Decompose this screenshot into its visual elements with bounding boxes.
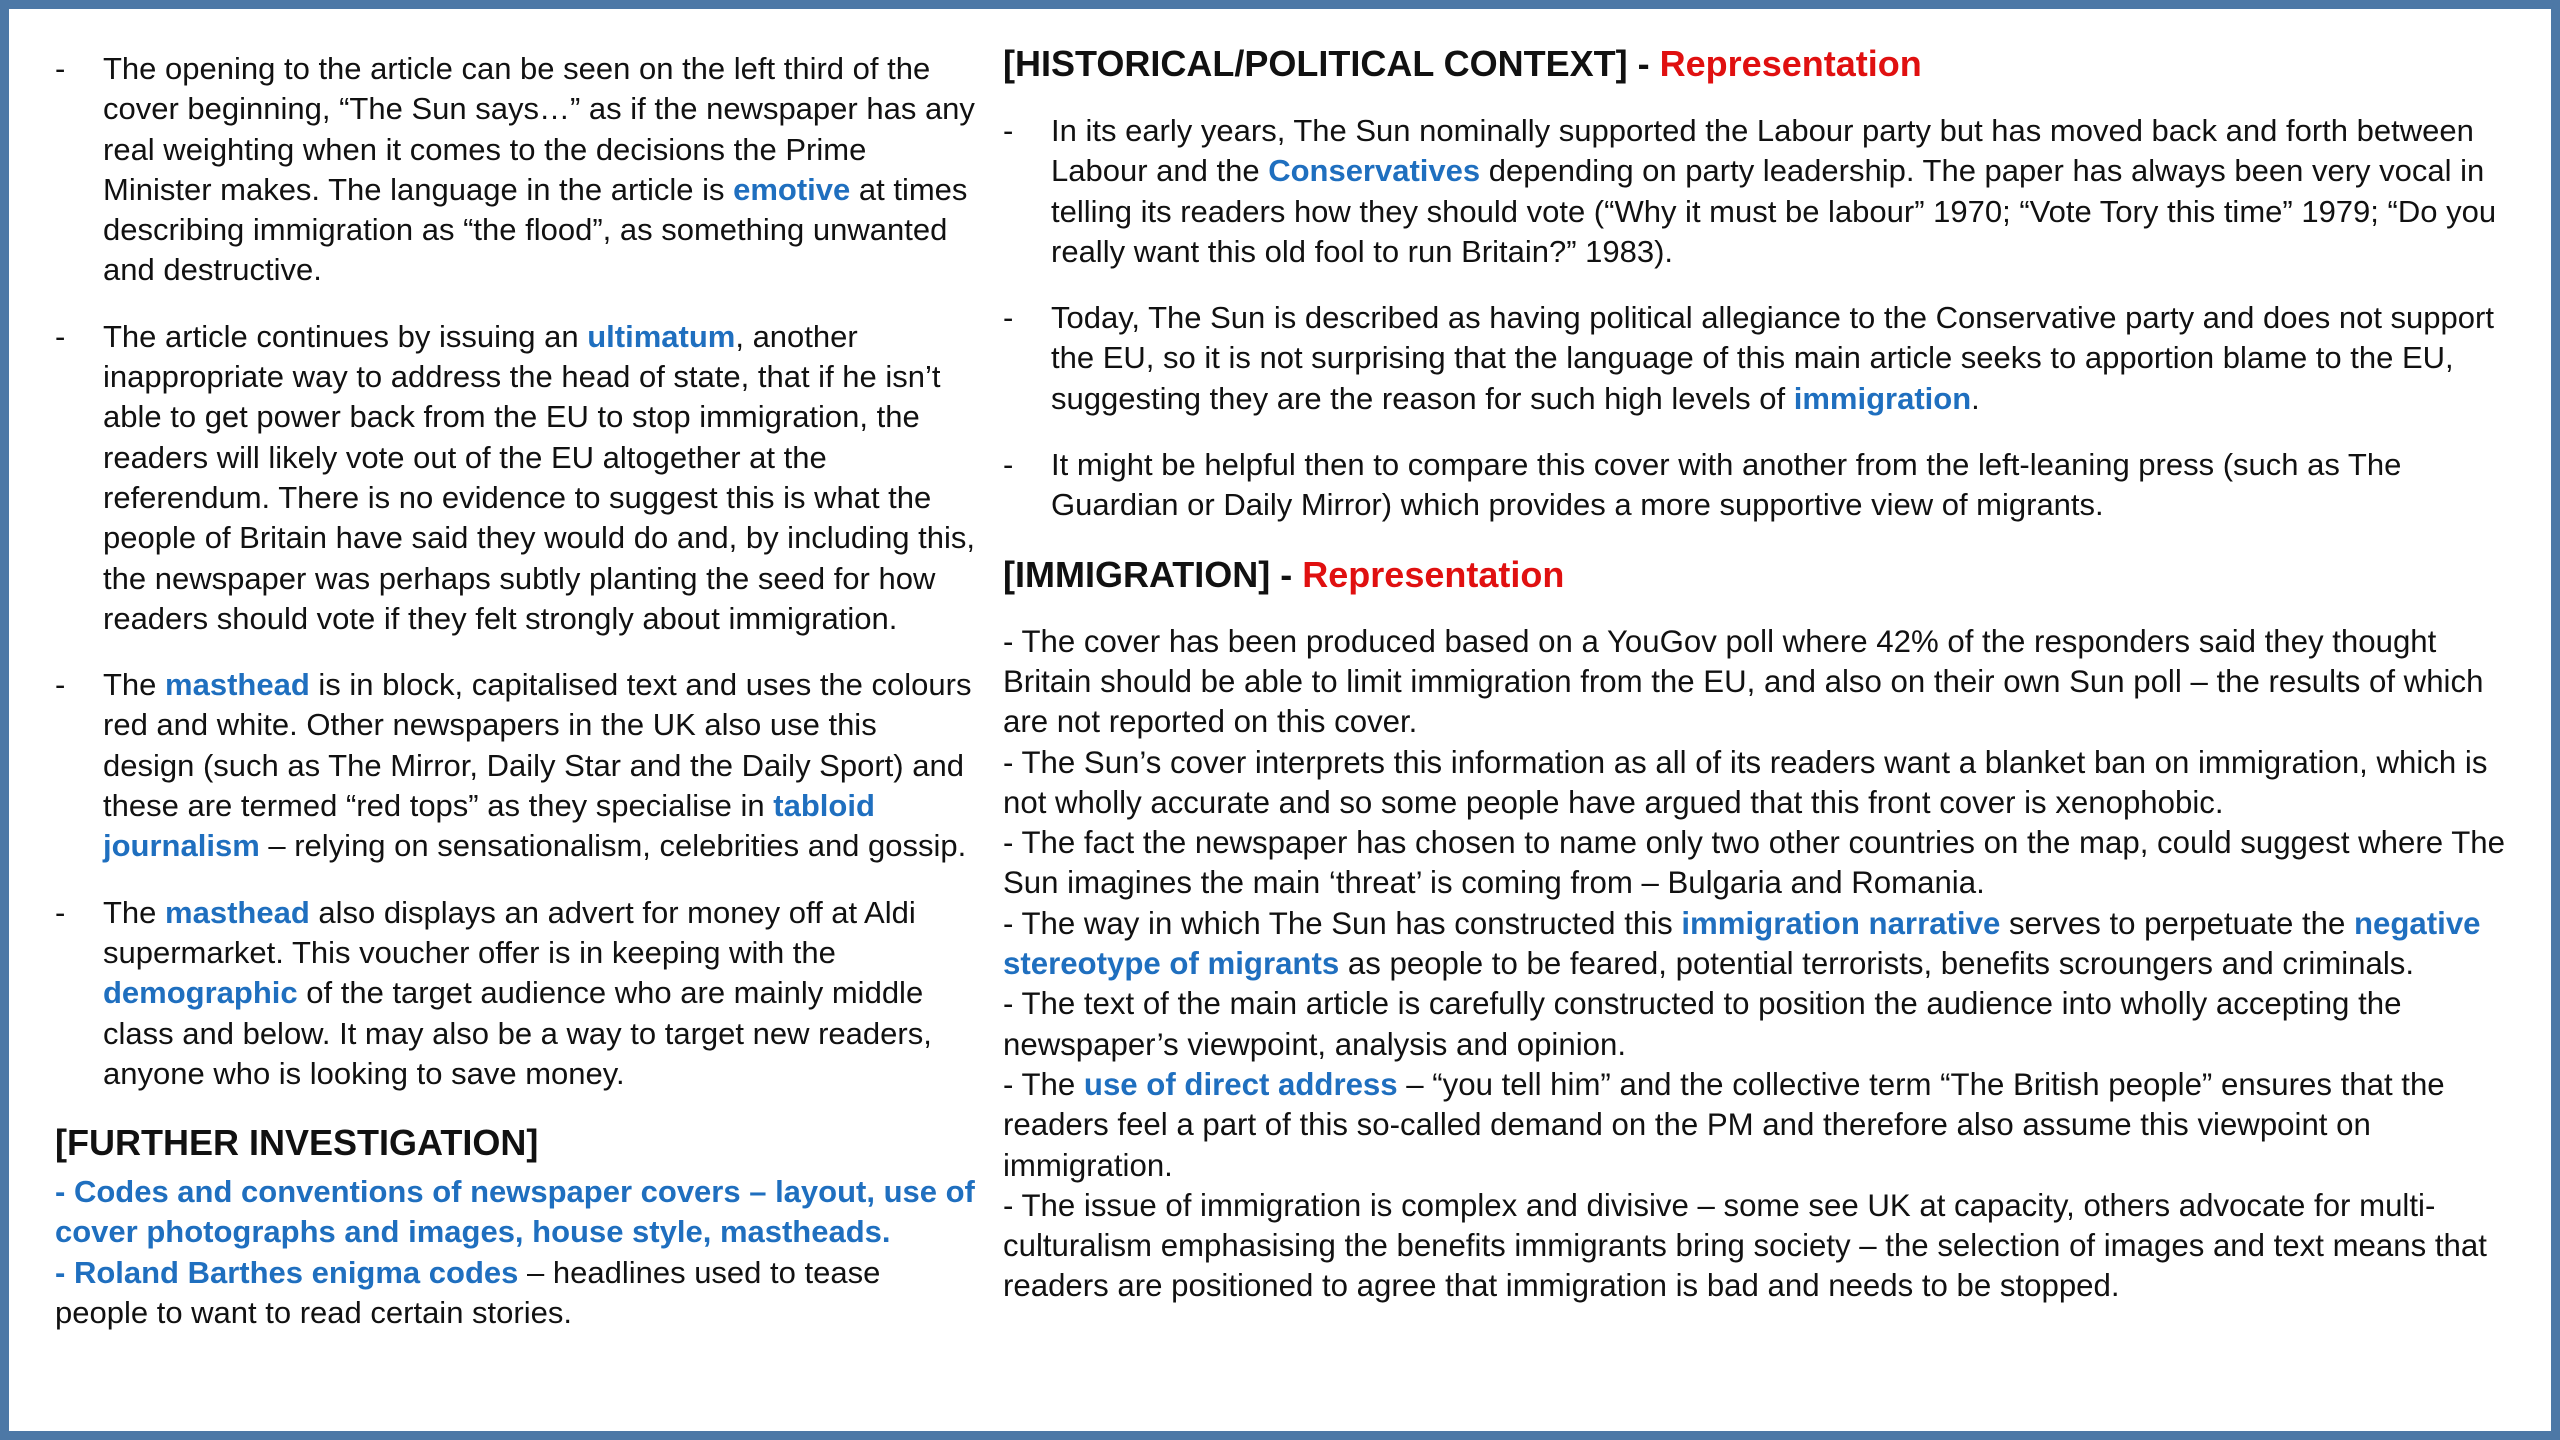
right-column xyxy=(1003,43,2519,1307)
text: – headlines used to tease people to want to read certain stories. xyxy=(55,1254,881,1331)
text: serves to perpetuate the xyxy=(2000,905,2354,941)
heading-text: [IMMIGRATION] xyxy=(1003,553,1271,595)
keyword-ultimatum: ultimatum xyxy=(587,318,736,354)
text: The opening to the article can be seen on the left third of the cover beginning, “The Sun says…” as if the newspaper has any real weighting when it comes to the decisions the Prime Minister makes. The language in the article is xyxy=(103,51,975,207)
bullet-dash: - xyxy=(1003,113,1014,148)
text: The xyxy=(103,894,166,930)
text: of the target audience who are mainly middle class and below. It may also be a way to target new readers, anyone who is looking to save money. xyxy=(103,975,932,1091)
text: In its early years, The Sun nominally supported the Labour party but has moved back and forth between Labour and the xyxy=(1051,113,2474,189)
text: is in block, capitalised text and uses the colours red and white. Other newspapers in the UK also use this design (such as The Mirror, Daily Star and the Daily Sport) and these are termed “red tops” as they specialise in xyxy=(103,667,972,824)
bullet-dash: - xyxy=(1003,300,1014,336)
left-bullet-advert xyxy=(55,893,975,1094)
keyword-direct-address: use of direct address xyxy=(1083,1066,1398,1102)
heading-separator: - xyxy=(1270,553,1303,595)
text: depending on party leadership. The paper has always been very vocal in telling its readers how they should vote (“Why it must be labour” 1970; “Vote Tory this time” 1979; “Do you really want this old fool to run Britain?” 1983). xyxy=(1051,153,2497,269)
left-bullet-ultimatum xyxy=(55,317,975,639)
text: – “you tell him” and the collective term “The British people” ensures that the readers feel a part of this so-called demand on the PM and therefore also assume this viewpoint on immigration. xyxy=(1003,1066,2445,1183)
text: The xyxy=(103,667,166,703)
text: as people to be feared, potential terrorists, benefits scroungers and criminals. xyxy=(1339,946,2415,982)
text: - The xyxy=(1003,1066,1084,1102)
immigration-para-main-article: - The text of the main article is carefully constructed to position the audience into wholly accepting the newspaper’s viewpoint, analysis and opinion. xyxy=(1003,986,2402,1062)
text: - xyxy=(55,1254,74,1290)
text: Today, The Sun is described as having political allegiance to the Conservative party and does not support the EU, so it is not surprising that the language of this main article seeks to apportion blame to the EU, suggesting they are the reason for such high levels of xyxy=(1051,300,2494,416)
text: The article continues by issuing an xyxy=(103,318,588,354)
left-bullet-opening xyxy=(55,49,975,291)
text: It might be helpful then to compare this cover with another from the left-leaning press (such as The Guardian or Daily Mirror) which provides a more supportive view of migrants. xyxy=(1051,447,2402,523)
bullet-dash: - xyxy=(1003,447,1014,483)
immigration-para-complex: - The issue of immigration is complex and divisive – some see UK at capacity, others advocate for multi-culturalism emphasising the benefits immigrants bring society – the selection of images and text means that readers are positioned to agree that immigration is bad and needs to be stopped. xyxy=(1003,1187,2487,1304)
immigration-para-direct-address xyxy=(1003,1065,2519,1186)
text: . xyxy=(1971,380,1980,416)
text: - xyxy=(55,1174,74,1210)
immigration-para-yougov: - The cover has been produced based on a YouGov poll where 42% of the responders said they thought Britain should be able to limit immigration from the EU, and also on their own Sun poll – the results of which are not reported on this cover. xyxy=(1003,623,2484,740)
bullet-dash: - xyxy=(55,667,66,703)
text: - The way in which The Sun has constructed this xyxy=(1003,905,1682,941)
bullet-dash: - xyxy=(55,894,66,930)
keyword-masthead: masthead xyxy=(165,894,310,930)
further-item-codes xyxy=(55,1172,975,1253)
bullet-dash: - xyxy=(55,51,66,86)
historical-context-heading xyxy=(1003,41,2519,87)
right-bullet-early-years xyxy=(1003,111,2519,272)
left-column xyxy=(55,49,975,1333)
keyword-conservatives: Conservatives xyxy=(1268,153,1481,189)
keyword-negative-stereotype: negative stereotype of migrants xyxy=(1003,905,2481,982)
text: at times describing immigration as “the flood”, as something unwanted and destructive. xyxy=(103,171,968,288)
text: , another inappropriate way to address the head of state, that if he isn’t able to get power back from the EU to stop immigration, the readers will likely vote out of the EU altogether at the referendum. There is no evidence to suggest this is what the people of Britain have said they would do and, by including this, the newspaper was perhaps subtly planting the seed for how readers should vote if they felt strongly about immigration. xyxy=(103,318,976,636)
further-investigation-heading: [FURTHER INVESTIGATION] xyxy=(55,1122,539,1164)
keyword-immigration-narrative: immigration narrative xyxy=(1681,905,2001,941)
immigration-para-narrative xyxy=(1003,904,2519,985)
immigration-para-map: - The fact the newspaper has chosen to name only two other countries on the map, could suggest where The Sun imagines the main ‘threat’ is coming from – Bulgaria and Romania. xyxy=(1003,825,2505,901)
heading-text: [HISTORICAL/POLITICAL CONTEXT] xyxy=(1003,43,1628,84)
keyword-tabloid-journalism: tabloid journalism xyxy=(103,788,875,864)
keyword-immigration: immigration xyxy=(1793,380,1972,416)
text: also displays an advert for money off at Aldi supermarket. This voucher offer is in keeping with the xyxy=(103,894,916,970)
keyword-emotive: emotive xyxy=(733,171,851,207)
keyword-demographic: demographic xyxy=(103,975,298,1011)
left-bullet-masthead xyxy=(55,665,975,866)
right-bullet-today xyxy=(1003,298,2519,419)
immigration-heading xyxy=(1003,552,2519,598)
bullet-dash: - xyxy=(55,318,66,354)
text: – relying on sensationalism, celebrities and gossip. xyxy=(259,828,967,864)
right-bullet-compare xyxy=(1003,445,2519,526)
keyword-masthead: masthead xyxy=(165,667,310,703)
heading-separator: - xyxy=(1627,43,1660,84)
keyword-codes-and-conventions: Codes and conventions of newspaper covers – layout, use of cover photographs and images, house style, mastheads. xyxy=(55,1174,975,1250)
immigration-para-blanket-ban: - The Sun’s cover interprets this information as all of its readers want a blanket ban on immigration, which is not wholly accurate and so some people have argued that this front cover is xenophobic. xyxy=(1003,744,2488,820)
keyword-roland-barthes: Roland Barthes enigma codes xyxy=(73,1254,519,1290)
further-item-barthes xyxy=(55,1253,975,1334)
heading-representation: Representation xyxy=(1302,553,1565,595)
heading-representation: Representation xyxy=(1659,43,1922,84)
